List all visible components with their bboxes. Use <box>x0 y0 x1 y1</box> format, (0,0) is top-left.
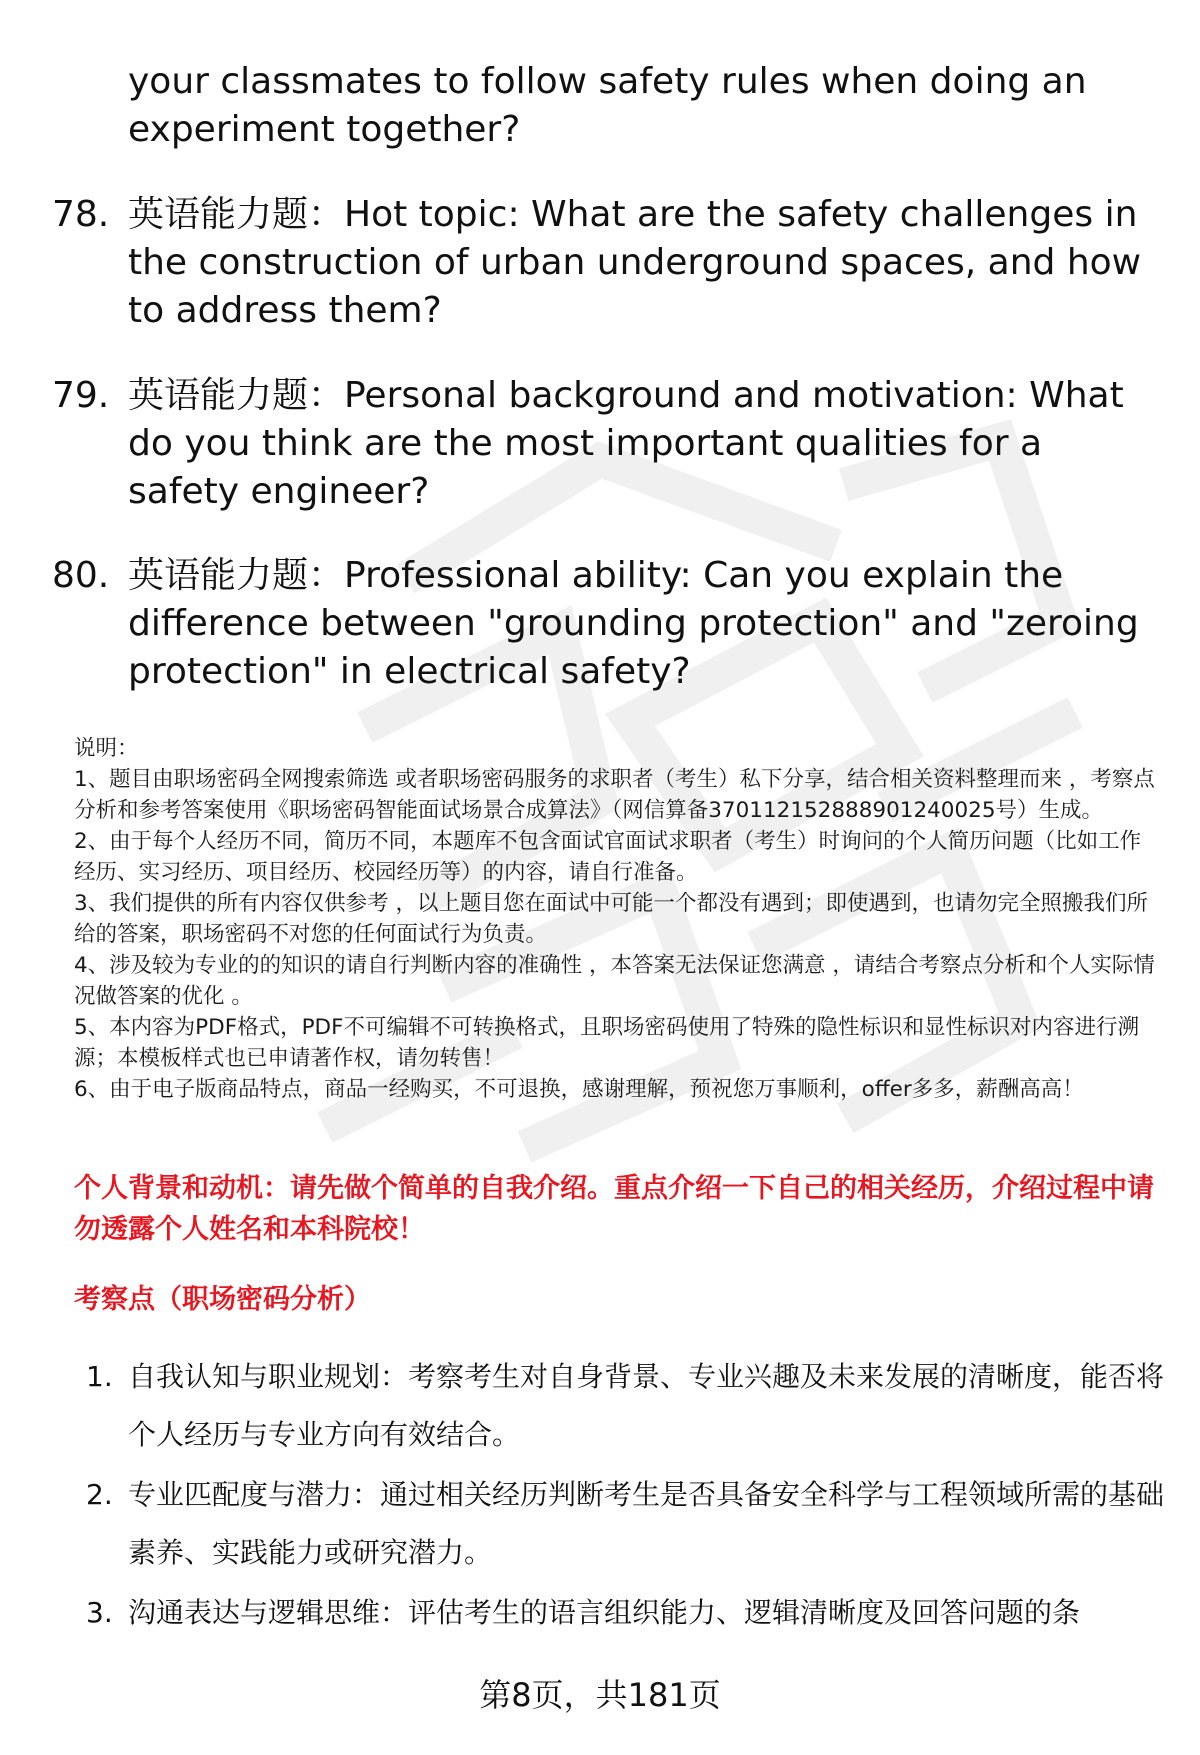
note-item-2: 2、由于每个人经历不同，简历不同，本题库不包含面试官面试求职者（考生）时询问的个人简历问题（比如工作经历、实习经历、项目经历、校园经历等）的内容，请自行准备。 <box>74 829 1142 885</box>
list-item-text: 沟通表达与逻辑思维：评估考生的语言组织能力、逻辑清晰度及回答问题的条 <box>128 1596 1081 1629</box>
list-item-number: 2. <box>86 1478 113 1511</box>
notes-section <box>74 733 1160 1105</box>
page-footer: 第8页，共181页 <box>479 1676 721 1714</box>
note-item-3: 3、我们提供的所有内容仅供参考 ，以上题目您在面试中可能一个都没有遇到；即使遇到，也请勿完全照搬我们所给的答案，职场密码不对您的任何面试行为负责。 <box>74 891 1149 947</box>
question-number: 80. <box>52 555 110 596</box>
list-item <box>74 1466 1164 1582</box>
question-77-continuation: your classmates to follow safety rules when doing an experiment together? <box>128 61 1087 150</box>
analysis-list <box>74 1348 1164 1644</box>
list-item-text: 自我认知与职业规划：考察考生对自身背景、专业兴趣及未来发展的清晰度，能否将个人经历与专业方向有效结合。 <box>128 1360 1165 1451</box>
question-79 <box>52 372 1162 516</box>
list-item <box>74 1584 1164 1642</box>
list-item-number: 1. <box>86 1360 113 1393</box>
analysis-heading: 考察点（职场密码分析） <box>74 1284 371 1315</box>
note-item-5: 5、本内容为PDF格式，PDF不可编辑不可转换格式，且职场密码使用了特殊的隐性标识和显性标识对内容进行溯源；本模板样式也已申请著作权，请勿转售！ <box>74 1015 1139 1071</box>
question-text: 英语能力题：Hot topic: What are the safety challenges in the construction of urban underground spaces, and how to address them? <box>128 194 1142 331</box>
list-item-text: 专业匹配度与潜力：通过相关经历判断考生是否具备安全科学与工程领域所需的基础素养、实践能力或研究潜力。 <box>128 1478 1165 1569</box>
note-item-6: 6、由于电子版商品特点，商品一经购买，不可退换，感谢理解，预祝您万事顺利，offer多多，薪酬高高！ <box>74 1077 1084 1102</box>
list-item-number: 3. <box>86 1596 113 1629</box>
main-question-heading: 个人背景和动机：请先做个简单的自我介绍。重点介绍一下自己的相关经历，介绍过程中请勿透露个人姓名和本科院校！ <box>74 1173 1154 1245</box>
list-item <box>74 1348 1164 1464</box>
question-80 <box>52 552 1162 696</box>
note-item-4: 4、涉及较为专业的的知识的请自行判断内容的准确性 ，本答案无法保证您满意 ，请结合考察点分析和个人实际情况做答案的优化 。 <box>74 953 1155 1009</box>
question-78 <box>52 191 1162 335</box>
notes-title: 说明： <box>74 736 139 761</box>
question-text: 英语能力题：Personal background and motivation: What do you think are the most important qualities for a safety engineer? <box>128 375 1124 512</box>
question-text: 英语能力题：Professional ability: Can you explain the difference between "grounding protection" and "zeroing protection" in electrical safety? <box>128 555 1139 692</box>
note-item-1: 1、题目由职场密码全网搜索筛选 或者职场密码服务的求职者（考生）私下分享，结合相关资料整理而来 ，考察点分析和参考答案使用《职场密码智能面试场景合成算法》（网信算备370112152888901240025号）生成。 <box>74 767 1155 823</box>
question-number: 78. <box>52 194 110 235</box>
question-number: 79. <box>52 375 110 416</box>
